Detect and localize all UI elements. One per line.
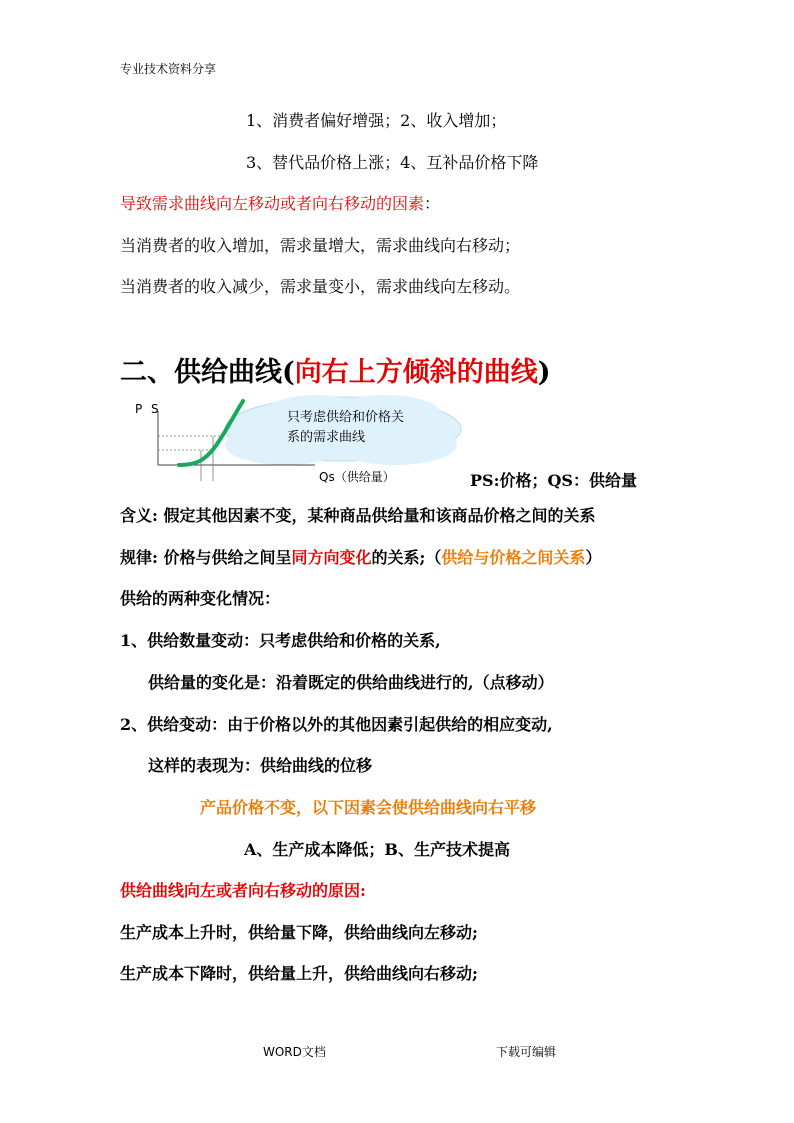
rule-mid: 的关系;（ bbox=[371, 548, 442, 567]
shift-right-items: A、生产成本降低；B、生产技术提高 bbox=[244, 840, 510, 859]
ps-qs-note: PS:价格；QS：供给量 bbox=[470, 471, 637, 490]
reason-title: 供给曲线向左或者向右移动的原因: bbox=[120, 881, 366, 900]
demand-factor-line-2: 3、替代品价格上涨；4、互补品价格下降 bbox=[246, 153, 539, 172]
bubble-text-line-2: 系的需求曲线 bbox=[287, 430, 366, 445]
heading-suffix: ) bbox=[537, 357, 551, 388]
demand-shift-title-text: 导致需求曲线向左移动或者向右移动的因素 bbox=[120, 194, 425, 213]
meaning-line: 含义: 假定其他因素不变，某种商品供给量和该商品价格之间的关系 bbox=[120, 506, 596, 525]
cost-down-line: 生产成本下降时，供给量上升，供给曲线向右移动; bbox=[120, 964, 478, 983]
case-2-detail: 这样的表现为：供给曲线的位移 bbox=[148, 756, 373, 775]
income-decrease-line: 当消费者的收入减少，需求量变小，需求曲线向左移动。 bbox=[120, 277, 521, 296]
demand-shift-title bbox=[120, 191, 440, 214]
qs-axis-label: Qs（供给量） bbox=[319, 470, 395, 484]
rule-line bbox=[120, 545, 601, 568]
case-2-line: 2、供给变动：由于价格以外的其他因素引起供给的相应变动, bbox=[120, 715, 553, 734]
bubble-text-line-1: 只考虑供给和价格关 bbox=[287, 410, 405, 425]
page-header: 专业技术资料分享 bbox=[120, 62, 217, 76]
footer-right: 下载可编辑 bbox=[496, 1045, 557, 1059]
demand-factor-line-1: 1、消费者偏好增强；2、收入增加； bbox=[246, 111, 507, 130]
demand-shift-title-colon: ： bbox=[424, 194, 441, 213]
case-1-detail: 供给量的变化是：沿着既定的供给曲线进行的,（点移动） bbox=[148, 673, 554, 692]
income-increase-line: 当消费者的收入增加，需求量增大，需求曲线向右移动； bbox=[120, 236, 521, 255]
supply-curve-heading bbox=[120, 350, 551, 389]
rule-prefix: 规律: 价格与供给之间呈 bbox=[120, 548, 292, 567]
s-curve-label: S bbox=[151, 402, 159, 416]
case-1-line: 1、供给数量变动：只考虑供给和价格的关系, bbox=[120, 631, 441, 650]
p-axis-label: P bbox=[135, 402, 143, 416]
rule-suffix: ） bbox=[585, 548, 602, 567]
rule-red: 同方向变化 bbox=[291, 548, 372, 567]
two-cases-line: 供给的两种变化情况： bbox=[120, 589, 281, 608]
rule-orange: 供给与价格之间关系 bbox=[441, 548, 586, 567]
supply-curve-figure bbox=[125, 393, 475, 493]
heading-highlight: 向右上方倾斜的曲线 bbox=[294, 357, 538, 388]
footer-left: WORD文档 bbox=[263, 1045, 326, 1059]
shift-right-title: 产品价格不变，以下因素会使供给曲线向右平移 bbox=[200, 798, 537, 817]
cost-up-line: 生产成本上升时，供给量下降，供给曲线向左移动; bbox=[120, 923, 478, 942]
heading-prefix: 二、供给曲线( bbox=[120, 357, 295, 388]
